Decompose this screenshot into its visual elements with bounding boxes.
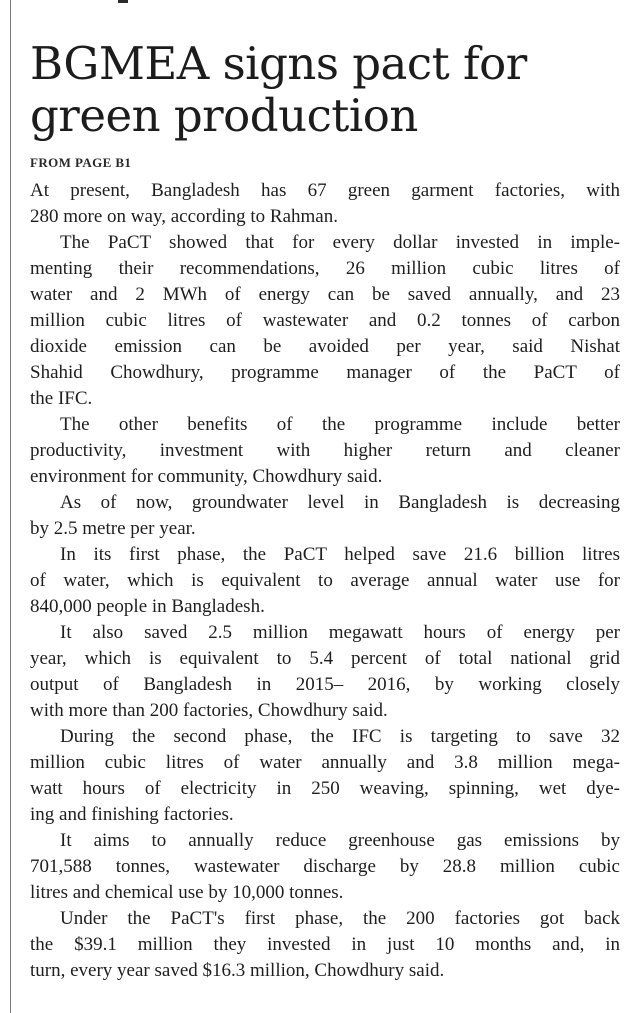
article-line: the $39.1 million they invested in just 10 months and, in (30, 934, 620, 955)
article-line: In its first phase, the PaCT helped save 21.6 billion litres (60, 544, 620, 565)
article-line: 280 more on way, according to Rahman. (30, 206, 338, 227)
article-line: output of Bangladesh in 2015– 2016, by working closely (30, 674, 620, 695)
top-edge-mark (118, 0, 128, 3)
article-line: 840,000 people in Bangladesh. (30, 596, 265, 617)
article-line: The PaCT showed that for every dollar invested in imple- (60, 232, 620, 253)
article-line: Shahid Chowdhury, programme manager of the PaCT of (30, 362, 620, 383)
article-line: Under the PaCT's first phase, the 200 factories got back (60, 908, 620, 929)
article-line: by 2.5 metre per year. (30, 518, 196, 539)
article-body (30, 178, 620, 984)
article-line: water and 2 MWh of energy can be saved annually, and 23 (30, 284, 620, 305)
column-rule (10, 0, 11, 1013)
article-line: litres and chemical use by 10,000 tonnes. (30, 882, 344, 903)
article-line: It also saved 2.5 million megawatt hours of energy per (60, 622, 620, 643)
article-line: The other benefits of the programme include better (60, 414, 620, 435)
article-line: million cubic litres of water annually and 3.8 million mega- (30, 752, 620, 773)
article-line: the IFC. (30, 388, 93, 409)
article-line: During the second phase, the IFC is targeting to save 32 (60, 726, 620, 747)
article-line: As of now, groundwater level in Bangladesh is decreasing (60, 492, 620, 513)
headline-line-1: BGMEA signs pact for (30, 37, 527, 90)
headline-line-2: green production (30, 89, 418, 142)
article-line: year, which is equivalent to 5.4 percent of total national grid (30, 648, 620, 669)
article-line: million cubic litres of wastewater and 0.2 tonnes of carbon (30, 310, 620, 331)
article-line: environment for community, Chowdhury said. (30, 466, 383, 487)
article-line: 701,588 tonnes, wastewater discharge by 28.8 million cubic (30, 856, 620, 877)
article-line: ing and finishing factories. (30, 804, 234, 825)
article-line: watt hours of electricity in 250 weaving, spinning, wet dye- (30, 778, 620, 799)
jump-line: FROM PAGE B1 (30, 155, 132, 170)
article-line: It aims to annually reduce greenhouse gas emissions by (60, 830, 620, 851)
article-line: dioxide emission can be avoided per year, said Nishat (30, 336, 620, 357)
article-line: with more than 200 factories, Chowdhury said. (30, 700, 388, 721)
article-line: productivity, investment with higher return and cleaner (30, 440, 620, 461)
article-line: turn, every year saved $16.3 million, Chowdhury said. (30, 960, 445, 981)
article-line: of water, which is equivalent to average annual water use for (30, 570, 620, 591)
headline (30, 38, 620, 142)
article-line: At present, Bangladesh has 67 green garment factories, with (30, 180, 620, 201)
article-line: menting their recommendations, 26 million cubic litres of (30, 258, 620, 279)
